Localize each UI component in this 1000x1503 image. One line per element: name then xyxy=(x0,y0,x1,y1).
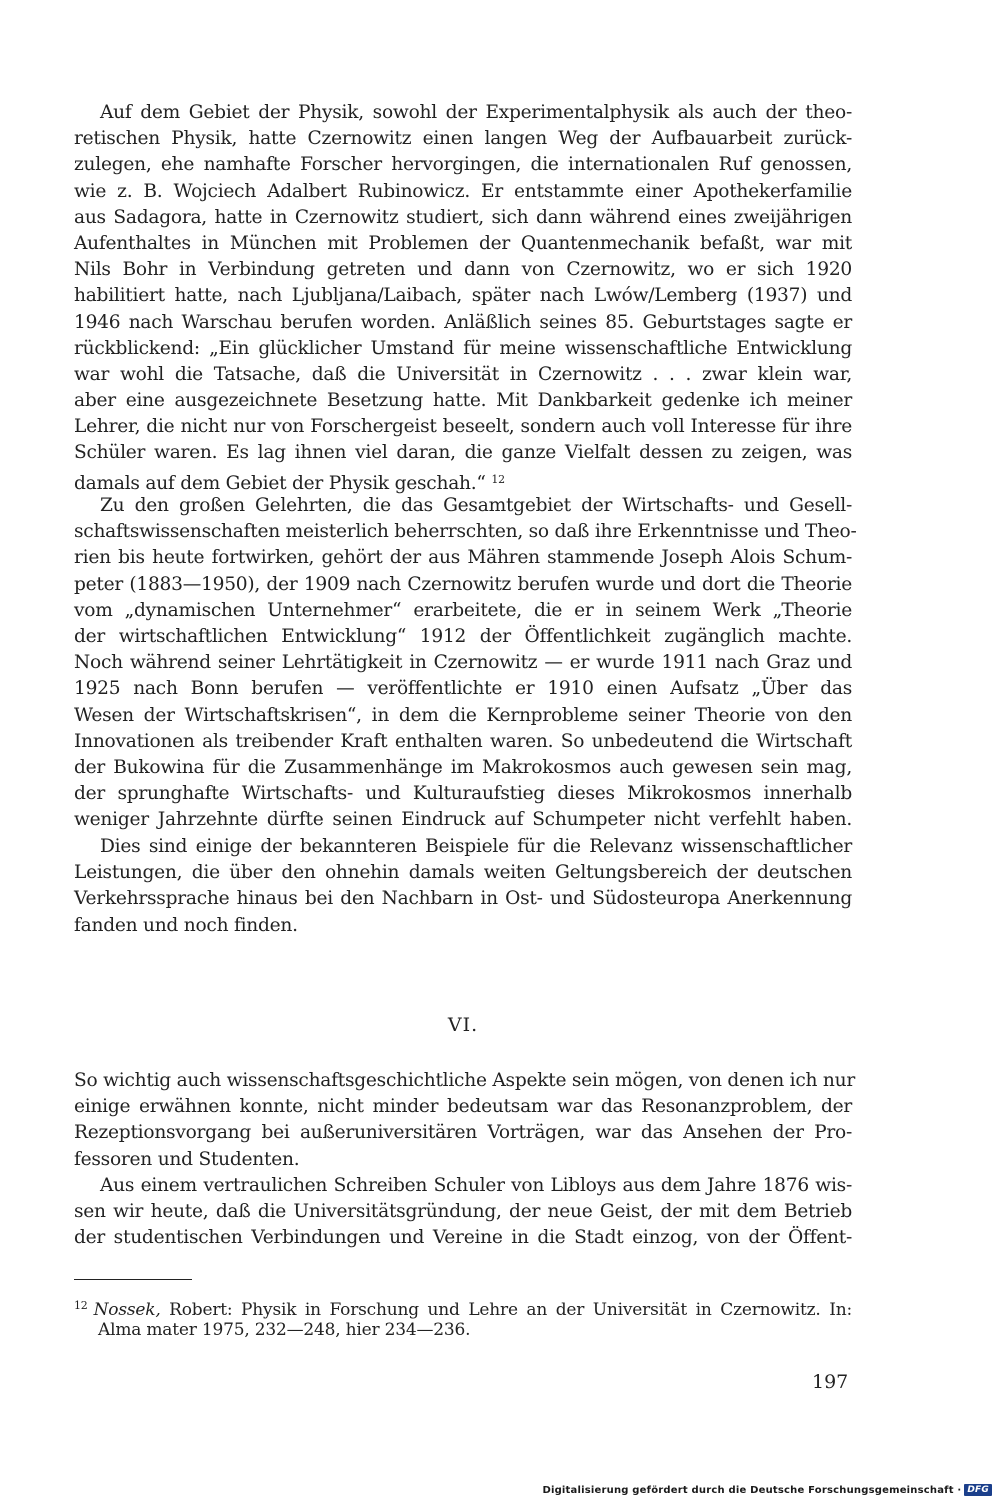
footnote-text: Robert: Physik in Forschung und Lehre an der Universität in Czernowitz. In: xyxy=(169,1300,852,1320)
text-line: Dies sind einige der bekannteren Beispiele für die Relevanz wissenschaftlicher xyxy=(100,836,852,857)
text-line: retischen Physik, hatte Czernowitz einen langen Weg der Aufbauarbeit zurück- xyxy=(74,128,852,150)
footnote-line: Alma mater 1975, 232—248, hier 234—236. xyxy=(98,1320,471,1340)
text-line: Leistungen, die über den ohnehin damals weiten Geltungsbereich der deutschen xyxy=(74,862,852,884)
footnote xyxy=(74,1294,852,1342)
text-line: der Bukowina für die Zusammenhänge im Makrokosmos auch gewesen sein mag, xyxy=(74,756,852,778)
funding-banner xyxy=(542,1481,992,1499)
text-line: schaftswissenschaften meisterlich beherrschten, so daß ihre Erkenntnisse und Theo- xyxy=(74,521,857,543)
footnote-mark: 12 xyxy=(74,1299,88,1312)
text-line: Nils Bohr in Verbindung getreten und dann von Czernowitz, wo er sich 1920 xyxy=(74,259,852,281)
text-line: aber eine ausgezeichnete Besetzung hatte. Mit Dankbarkeit gedenke ich meiner xyxy=(74,390,852,412)
text-line: Lehrer, die nicht nur von Forschergeist beseelt, sondern auch voll Interesse für ihre xyxy=(74,416,852,438)
paragraph-relevance xyxy=(74,834,852,939)
paragraph-physics xyxy=(74,100,852,493)
text-line: Zu den großen Gelehrten, die das Gesamtgebiet der Wirtschafts- und Gesell- xyxy=(100,495,852,516)
paragraph-resonance xyxy=(74,1068,855,1173)
text-line: der sprunghafte Wirtschafts- und Kulturaufstieg dieses Mikrokosmos innerhalb xyxy=(74,783,852,805)
footnote-divider xyxy=(74,1279,192,1280)
text-line: der studentischen Verbindungen und Vereine in die Stadt einzog, von der Öffent- xyxy=(74,1227,852,1249)
text-line: Aus einem vertraulichen Schreiben Schuler von Libloys aus dem Jahre 1876 wis- xyxy=(100,1175,852,1196)
footnote-line xyxy=(74,1294,852,1318)
footnote-author: Nossek, xyxy=(93,1300,161,1320)
text-line: 1925 nach Bonn berufen — veröffentlichte er 1910 einen Aufsatz „Über das xyxy=(74,678,852,700)
text-line: 1946 nach Warschau berufen worden. Anläßlich seines 85. Geburtstages sagte er xyxy=(74,311,852,333)
text-line: Schüler waren. Es lag ihnen viel daran, die ganze Vielfalt dessen zu zeigen, was xyxy=(74,442,852,464)
text-line: peter (1883—1950), der 1909 nach Czernowitz berufen wurde und dort die Theorie xyxy=(74,573,852,595)
text-line: Innovationen als treibender Kraft enthalten waren. So unbedeutend die Wirtschaft xyxy=(74,730,852,752)
text-line: sen wir heute, daß die Universitätsgründung, der neue Geist, der mit dem Betrieb xyxy=(74,1201,852,1223)
text-line: fanden und noch finden. xyxy=(74,914,298,936)
text-line: Rezeptionsvorgang bei außeruniversitären Vorträgen, war das Ansehen der Pro- xyxy=(74,1122,852,1144)
text-line: rien bis heute fortwirken, gehört der aus Mähren stammende Joseph Alois Schum- xyxy=(74,547,852,569)
text-line: wie z. B. Wojciech Adalbert Rubinowicz. Er entstammte einer Apothekerfamilie xyxy=(74,180,852,202)
text-line: aus Sadagora, hatte in Czernowitz studiert, sich dann während eines zweijährigen xyxy=(74,206,852,228)
section-heading: VI. xyxy=(447,1014,479,1036)
text-line-content: damals auf dem Gebiet der Physik geschah.“ xyxy=(74,472,486,494)
text-line: So wichtig auch wissenschaftsgeschichtliche Aspekte sein mögen, von denen ich nur xyxy=(74,1070,855,1091)
text-line: habilitiert hatte, nach Ljubljana/Laibach, später nach Lwów/Lemberg (1937) und xyxy=(74,285,852,307)
text-line: rückblickend: „Ein glücklicher Umstand für meine wissenschaftliche Entwicklung xyxy=(74,337,852,359)
dfg-logo: DFG xyxy=(964,1484,992,1496)
page-number: 197 xyxy=(812,1371,849,1393)
text-line: vom „dynamischen Unternehmer“ erarbeitete, die er in seinem Werk „Theorie xyxy=(74,599,852,621)
footnote-reference[interactable]: 12 xyxy=(491,472,505,486)
text-line: Noch während seiner Lehrtätigkeit in Czernowitz — er wurde 1911 nach Graz und xyxy=(74,652,852,674)
text-line: fessoren und Studenten. xyxy=(74,1148,300,1170)
text-line: Aufenthaltes in München mit Problemen der Quantenmechanik befaßt, war mit xyxy=(74,232,852,254)
paragraph-schumpeter xyxy=(74,493,857,833)
text-line: der wirtschaftlichen Entwicklung“ 1912 der Öffentlichkeit zugänglich machte. xyxy=(74,625,852,647)
text-line xyxy=(74,467,852,493)
funding-text: Digitalisierung gefördert durch die Deutsche Forschungsgemeinschaft · xyxy=(542,1484,962,1496)
text-line: Auf dem Gebiet der Physik, sowohl der Experimentalphysik als auch der theo- xyxy=(100,102,852,123)
paragraph-letter xyxy=(74,1173,852,1252)
text-line: war wohl die Tatsache, daß die Universität in Czernowitz . . . zwar klein war, xyxy=(74,363,852,385)
text-line: weniger Jahrzehnte dürfte seinen Eindruck auf Schumpeter nicht verfehlt haben. xyxy=(74,809,852,831)
text-line: zulegen, ehe namhafte Forscher hervorgingen, die internationalen Ruf genossen, xyxy=(74,154,852,176)
text-line: Wesen der Wirtschaftskrisen“, in dem die Kernprobleme seiner Theorie von den xyxy=(74,704,852,726)
text-line: einige erwähnen konnte, nicht minder bedeutsam war das Resonanzproblem, der xyxy=(74,1096,852,1118)
text-line: Verkehrssprache hinaus bei den Nachbarn in Ost- und Südosteuropa Anerkennung xyxy=(74,888,852,910)
